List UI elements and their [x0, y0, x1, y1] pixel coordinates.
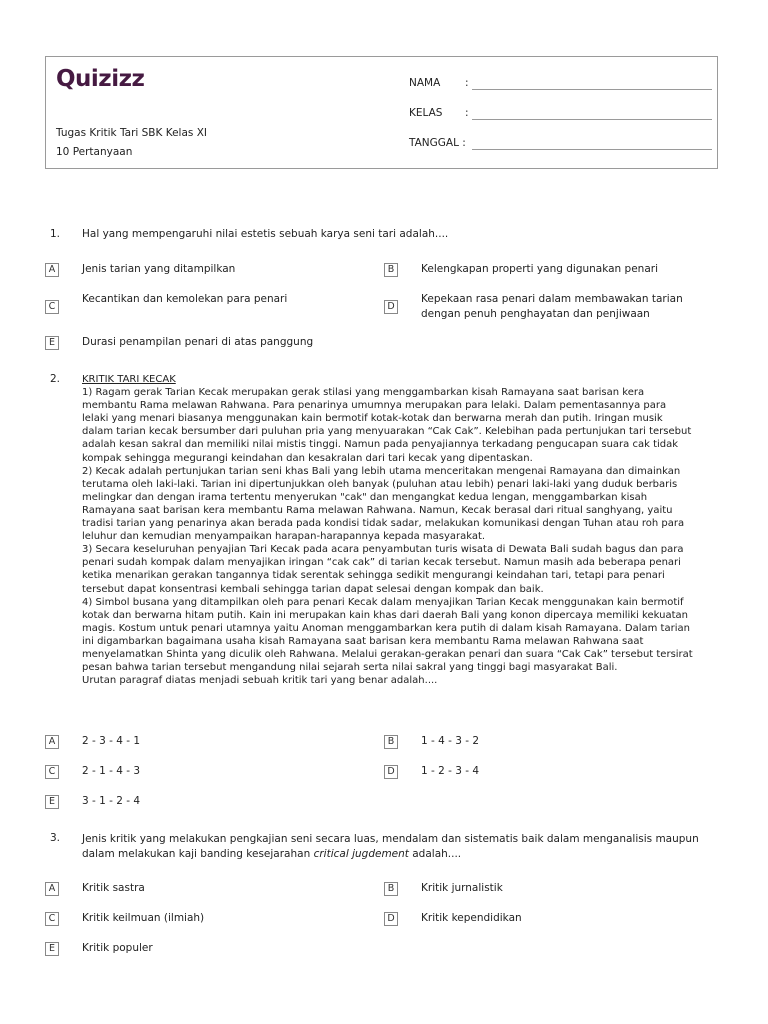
worksheet-header [45, 56, 718, 169]
option-b-text: Kritik jurnalistik [421, 882, 503, 894]
date-field[interactable] [409, 137, 466, 149]
option-d-text: Kepekaan rasa penari dalam membawakan tarian dengan penuh penghayatan dan penjiwaan [421, 293, 683, 320]
question-2-line: adalah kesan sakral dan memiliki nilai mistis tinggi. Namun pada penyajiannya terkadang pengucapan suara cak tidak [82, 439, 679, 451]
option-b-text: Kelengkapan properti yang digunakan penari [421, 263, 658, 275]
name-label: NAMA [409, 77, 441, 89]
option-b-box[interactable]: B [384, 735, 398, 749]
question-2-line: Ramayana saat barisan kera membantu Rama melawan Rahwana. Namun, Kecak berasal dari ritual sanghyang, yaitu [82, 504, 673, 516]
question-3-number: 3. [50, 832, 61, 844]
question-2-line: penari sudah kompak dalam menyajikan iringan “cak cak” di tarian kecak tersebut. Namun masih ada beberapa penari [82, 557, 681, 569]
question-2-line: dalam tarian kecak bersumber dari puluhan pria yang menyuarakan “Cak Cak”. Kelebihan pada pertunjukan tari tersebut [82, 426, 692, 438]
option-b-box[interactable]: B [384, 263, 398, 277]
option-c-text: 2 - 1 - 4 - 3 [82, 765, 141, 777]
question-2-line: terutama oleh laki-laki. Tarian ini dipertunjukkan oleh banyak (puluhan atau lebih) penari laki-laki yang duduk berbaris [82, 478, 678, 490]
question-2-line: leluhur dan kemudian menyampaikan harapan-harapannya kepada masyarakat. [82, 531, 486, 543]
question-2-text [82, 373, 732, 687]
date-line [472, 149, 712, 150]
question-3-text: Jenis kritik yang melakukan pengkajian seni secara luas, mendalam dan sistematis baik dalam menganalisis maupun dalam melakukan kaji banding kesejarahan critical jugdement adalah.... [82, 833, 699, 860]
option-e-text: Durasi penampilan penari di atas panggung [82, 336, 314, 348]
question-2-line: 3) Secara keseluruhan penyajian Tari Kecak pada acara penyambutan turis wisata di Dewata Bali sudah bagus dan para [82, 544, 684, 556]
option-e-box[interactable]: E [45, 336, 59, 350]
question-2-line: tersebut dapat konsentrasi kembali sehingga tarian dapat selesai dengan kompak dan baik. [82, 583, 544, 595]
quiz-title: Tugas Kritik Tari SBK Kelas XI [56, 127, 207, 139]
class-line [472, 119, 712, 120]
question-2-line: lelaki yang menari biasanya menggunakan kain bermotif kotak-kotak dan berwarna merah dan putih. Iringan musik [82, 413, 663, 425]
option-b-box[interactable]: B [384, 882, 398, 896]
question-2-line: pesan bahwa tarian tersebut mengandung nilai sejarah serta nilai sakral yang tinggi bagi masyarakat Bali. [82, 662, 618, 674]
question-2-line: Urutan paragraf diatas menjadi sebuah kritik tari yang benar adalah.... [82, 675, 438, 687]
question-2-line: kotak dan berwarna hitam putih. Kain ini merupakan kain khas dari daerah Bali yang konon dipercaya memiliki kekuatan [82, 609, 688, 621]
question-2-line: menyelamatkan Shinta yang diculik oleh Rahwana. Melalui gerakan-gerakan penari dan suara “Cak Cak” tersebut tersirat [82, 648, 693, 660]
name-line [472, 89, 712, 90]
question-1-number: 1. [50, 228, 61, 240]
question-2-line: 4) Simbol busana yang ditampilkan oleh para penari Kecak dalam menyajikan Tarian Kecak menggunakan kain bermotif [82, 596, 684, 608]
date-label: TANGGAL : [409, 137, 466, 149]
option-a-box[interactable]: A [45, 263, 59, 277]
question-2-line: ini digambarkan bagaimana usaha kisah Ramayana saat barisan kera membantu Rama melawan Rahwana saat [82, 635, 644, 647]
option-c-box[interactable]: C [45, 300, 59, 314]
class-field[interactable]: KELAS : [409, 107, 442, 119]
option-b-text: 1 - 4 - 3 - 2 [421, 735, 480, 747]
question-2-line: membantu Rama melawan Rahwana. Para penarinya umumnya merupakan para lelaki. Dalam pementasannya para [82, 400, 667, 412]
question-1-text: Hal yang mempengaruhi nilai estetis sebuah karya seni tari adalah.... [82, 228, 449, 240]
question-2-heading: KRITIK TARI KECAK [82, 374, 176, 385]
option-d-box[interactable]: D [384, 765, 398, 779]
option-c-text: Kritik keilmuan (ilmiah) [82, 912, 205, 924]
question-2-line: tradisi tarian yang penarinya akan berada pada kondisi tidak sadar, melakukan komunikasi dengan Tuhan atau roh para [82, 518, 685, 530]
option-d-box[interactable]: D [384, 300, 398, 314]
question-count: 10 Pertanyaan [56, 146, 133, 158]
question-2-number: 2. [50, 373, 61, 385]
name-field[interactable]: NAMA : [409, 77, 440, 89]
class-label: KELAS [409, 107, 443, 119]
option-a-box[interactable]: A [45, 735, 59, 749]
question-2-line: ketika menarikan gerakan tangannya tidak serentak sehingga sedikit mengurangi keindahan tari, tetapi para penari [82, 570, 665, 582]
question-2-line: 1) Ragam gerak Tarian Kecak merupakan gerak stilasi yang menggambarkan kisah Ramayana saat barisan kera [82, 387, 645, 399]
question-2-line: 2) Kecak adalah pertunjukan tarian seni khas Bali yang lebih utama menceritakan mengenai Ramayana dan dimainkan [82, 465, 681, 477]
question-2-line: magis. Kostum untuk penari utamnya yaitu Anoman menggambarkan kera putih di dalam kisah Ramayana. Dalam tarian [82, 622, 690, 634]
option-d-text: 1 - 2 - 3 - 4 [421, 765, 480, 777]
quizizz-logo: Quizizz [56, 66, 145, 92]
option-d-box[interactable]: D [384, 912, 398, 926]
option-c-text: Kecantikan dan kemolekan para penari [82, 293, 288, 305]
option-e-box[interactable]: E [45, 942, 59, 956]
option-a-text: Kritik sastra [82, 882, 145, 894]
option-a-text: Jenis tarian yang ditampilkan [82, 263, 236, 275]
option-e-text: Kritik populer [82, 942, 153, 954]
option-d-text: Kritik kependidikan [421, 912, 522, 924]
option-c-box[interactable]: C [45, 912, 59, 926]
option-a-box[interactable]: A [45, 882, 59, 896]
option-c-box[interactable]: C [45, 765, 59, 779]
option-e-text: 3 - 1 - 2 - 4 [82, 795, 141, 807]
question-2-line: melingkar dan dengan irama tertentu menyerukan "cak" dan mengangkat kedua lengan, menggambarkan kisah [82, 491, 648, 503]
option-a-text: 2 - 3 - 4 - 1 [82, 735, 141, 747]
option-e-box[interactable]: E [45, 795, 59, 809]
question-2-line: kompak sehingga megurangi keindahan dan kesakralan dari tari kecak yang dipentaskan. [82, 452, 533, 464]
